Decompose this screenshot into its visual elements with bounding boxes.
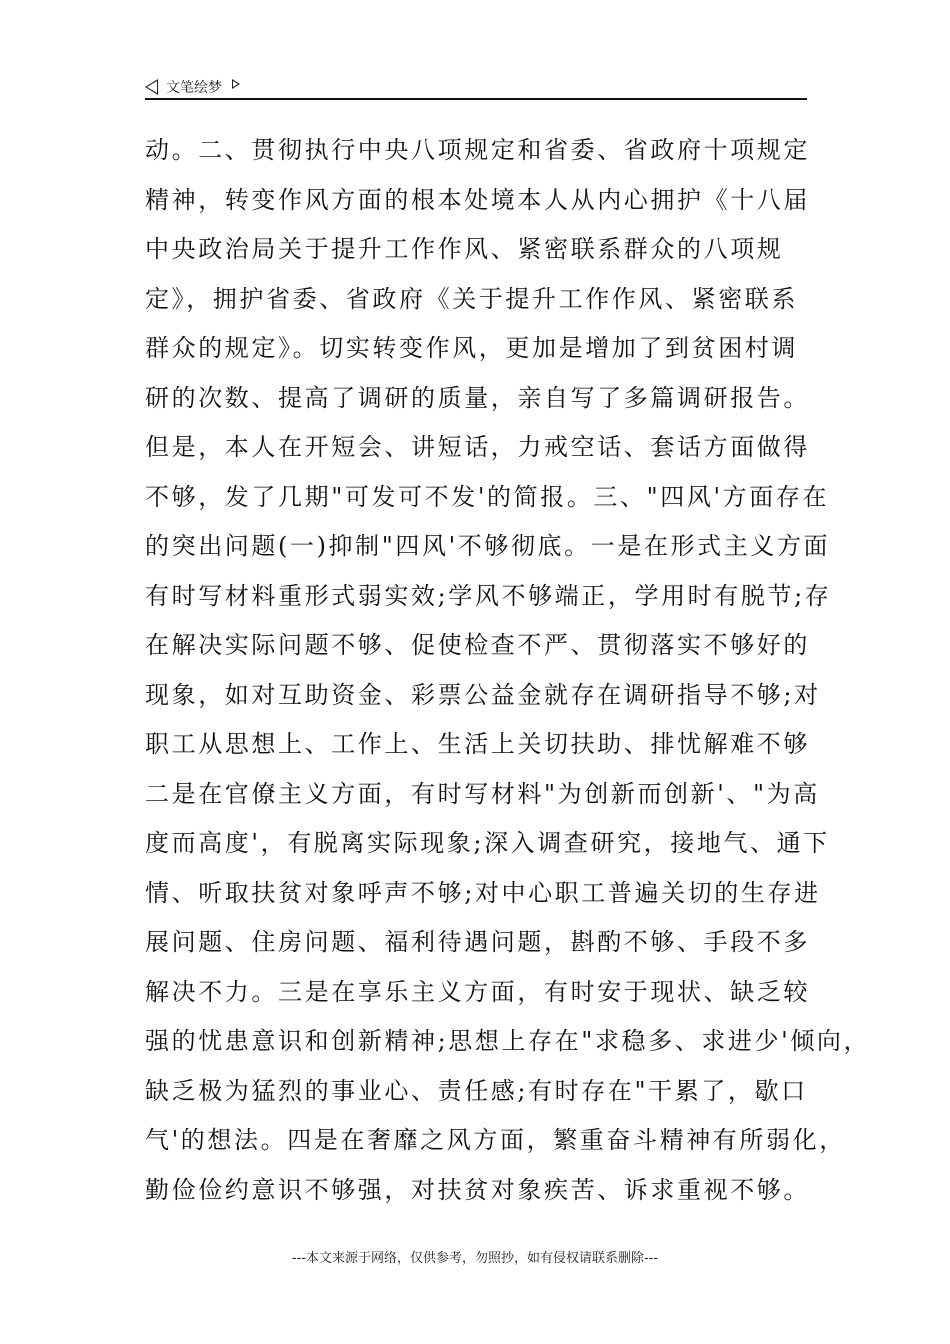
header-title: 文笔绘梦 bbox=[166, 80, 222, 96]
text-line: 情、听取扶贫对象呼声不够;对中心职工普遍关切的生存进 bbox=[145, 878, 821, 907]
text-line: 中央政治局关于提升工作作风、紧密联系群众的八项规 bbox=[145, 235, 784, 263]
text-line: 但是，本人在开短会、讲短话，力戒空话、套话方面做得 bbox=[145, 433, 810, 461]
text-line: 缺乏极为猛烈的事业心、责任感;有时存在"干累了，歇口 bbox=[145, 1076, 808, 1105]
document-body bbox=[145, 126, 871, 1215]
page-header bbox=[145, 74, 807, 100]
text-line: 强的忧患意识和创新精神;思想上存在"求稳多、求进少'倾向， bbox=[145, 1027, 871, 1055]
text-line: 度而高度'，有脱离实际现象;深入调查研究，接地气、通下 bbox=[145, 829, 830, 857]
text-line: 群众的规定》。切实转变作风，更加是增加了到贫困村调 bbox=[145, 334, 798, 362]
text-line: 气'的想法。四是在奢靡之风方面，繁重奋斗精神有所弱化， bbox=[145, 1126, 846, 1154]
text-line: 职工从思想上、工作上、生活上关切扶助、排忧解难不够 bbox=[145, 730, 810, 758]
text-line: 研的次数、提高了调研的质量，亲自写了多篇调研报告。 bbox=[145, 383, 810, 412]
text-line: 动。二、贯彻执行中央八项规定和省委、省政府十项规定 bbox=[145, 136, 810, 164]
triangle-left-icon bbox=[145, 79, 158, 95]
text-line: 定》，拥护省委、省政府《关于提升工作作风、紧密联系 bbox=[145, 284, 798, 313]
footer-disclaimer: ---本文来源于网络，仅供参考，勿照抄，如有侵权请联系删除--- bbox=[291, 1251, 659, 1266]
header-divider bbox=[145, 98, 807, 100]
text-line: 精神，转变作风方面的根本处境本人从内心拥护《十八届 bbox=[145, 185, 810, 214]
text-line: 的突出问题(一)抑制"四风'不够彻底。一是在形式主义方面 bbox=[145, 532, 831, 560]
text-line: 二是在官僚主义方面，有时写材料"为创新而创新'、"为高 bbox=[145, 779, 820, 808]
text-line: 现象，如对互助资金、彩票公益金就存在调研指导不够;对 bbox=[145, 680, 821, 709]
text-line: 不够，发了几期"可发可不发'的简报。三、"四风'方面存在 bbox=[145, 482, 830, 511]
text-line: 有时写材料重形式弱实效;学风不够端正，学用时有脱节;存 bbox=[145, 581, 832, 610]
text-line: 解决不力。三是在享乐主义方面，有时安于现状、缺乏较 bbox=[145, 977, 810, 1006]
text-line: 勤俭俭约意识不够强，对扶贫对象疾苦、诉求重视不够。 bbox=[145, 1175, 810, 1204]
triangle-right-icon bbox=[232, 79, 240, 89]
text-line: 在解决实际问题不够、促使检查不严、贯彻落实不够好的 bbox=[145, 631, 810, 659]
text-line: 展问题、住房问题、福利待遇问题，斟酌不够、手段不多 bbox=[145, 928, 810, 956]
